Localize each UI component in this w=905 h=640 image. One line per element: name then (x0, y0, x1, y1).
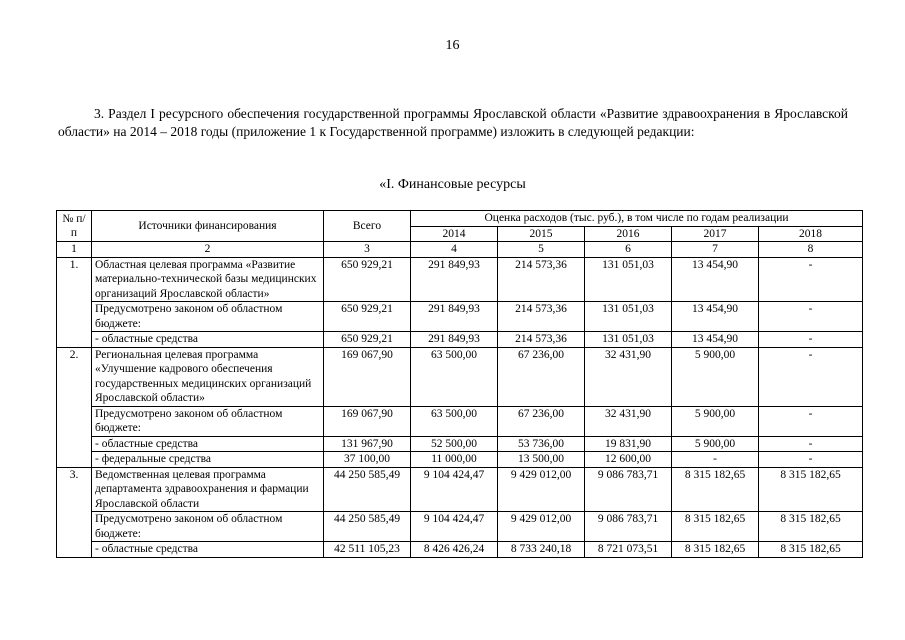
header-year: 2018 (759, 226, 863, 242)
year-value-2015: 214 573,36 (498, 332, 585, 348)
year-value-2017: 5 900,00 (672, 436, 759, 452)
total-value: 44 250 585,49 (324, 512, 411, 542)
column-index: 6 (585, 242, 672, 258)
column-index: 4 (411, 242, 498, 258)
year-value-2014: 291 849,93 (411, 302, 498, 332)
funding-source: - областные средства (92, 332, 324, 348)
year-value-2018: - (759, 257, 863, 302)
funding-source: Предусмотрено законом об областном бюджете: (92, 302, 324, 332)
total-value: 169 067,90 (324, 347, 411, 406)
table-row (57, 332, 863, 348)
year-value-2018: - (759, 332, 863, 348)
year-value-2017: 5 900,00 (672, 406, 759, 436)
year-value-2017: 13 454,90 (672, 332, 759, 348)
year-value-2015: 13 500,00 (498, 452, 585, 468)
year-value-2015: 67 236,00 (498, 406, 585, 436)
year-value-2014: 9 104 424,47 (411, 512, 498, 542)
funding-source: - федеральные средства (92, 452, 324, 468)
year-value-2015: 8 733 240,18 (498, 542, 585, 558)
total-value: 37 100,00 (324, 452, 411, 468)
column-index: 5 (498, 242, 585, 258)
year-value-2015: 53 736,00 (498, 436, 585, 452)
year-value-2018: 8 315 182,65 (759, 542, 863, 558)
header-year: 2015 (498, 226, 585, 242)
year-value-2017: 8 315 182,65 (672, 512, 759, 542)
header-estimate: Оценка расходов (тыс. руб.), в том числе по годам реализации (411, 211, 863, 227)
total-value: 44 250 585,49 (324, 467, 411, 512)
funding-source: Региональная целевая программа «Улучшение кадрового обеспечения государственных медицинских организаций Ярославской области» (92, 347, 324, 406)
row-number: 2. (57, 347, 92, 467)
year-value-2014: 9 104 424,47 (411, 467, 498, 512)
table-row (57, 452, 863, 468)
year-value-2016: 131 051,03 (585, 302, 672, 332)
year-value-2017: 8 315 182,65 (672, 467, 759, 512)
table-row (57, 467, 863, 512)
total-value: 169 067,90 (324, 406, 411, 436)
column-index: 7 (672, 242, 759, 258)
funding-source: Предусмотрено законом об областном бюджете: (92, 512, 324, 542)
year-value-2015: 9 429 012,00 (498, 512, 585, 542)
header-year: 2014 (411, 226, 498, 242)
header-year: 2017 (672, 226, 759, 242)
year-value-2018: - (759, 302, 863, 332)
header-num: № п/п (57, 211, 92, 242)
table-row (57, 512, 863, 542)
column-index: 8 (759, 242, 863, 258)
header-year: 2016 (585, 226, 672, 242)
year-value-2016: 19 831,90 (585, 436, 672, 452)
row-number: 3. (57, 467, 92, 557)
total-value: 131 967,90 (324, 436, 411, 452)
table-row (57, 302, 863, 332)
year-value-2017: 13 454,90 (672, 257, 759, 302)
year-value-2014: 291 849,93 (411, 257, 498, 302)
funding-source: Предусмотрено законом об областном бюджете: (92, 406, 324, 436)
year-value-2014: 11 000,00 (411, 452, 498, 468)
year-value-2014: 63 500,00 (411, 347, 498, 406)
funding-source: - областные средства (92, 542, 324, 558)
year-value-2016: 9 086 783,71 (585, 512, 672, 542)
row-number: 1. (57, 257, 92, 347)
year-value-2018: 8 315 182,65 (759, 512, 863, 542)
year-value-2014: 8 426 426,24 (411, 542, 498, 558)
column-index-row (57, 242, 863, 258)
year-value-2015: 214 573,36 (498, 302, 585, 332)
column-index: 3 (324, 242, 411, 258)
year-value-2018: - (759, 406, 863, 436)
total-value: 650 929,21 (324, 257, 411, 302)
year-value-2017: 13 454,90 (672, 302, 759, 332)
table-row (57, 406, 863, 436)
funding-source: Ведомственная целевая программа департамента здравоохранения и фармации Ярославской области (92, 467, 324, 512)
table-row (57, 436, 863, 452)
page-number: 16 (445, 38, 460, 53)
header-total: Всего (324, 211, 411, 242)
year-value-2016: 9 086 783,71 (585, 467, 672, 512)
year-value-2015: 67 236,00 (498, 347, 585, 406)
table-row (57, 542, 863, 558)
total-value: 650 929,21 (324, 332, 411, 348)
year-value-2015: 9 429 012,00 (498, 467, 585, 512)
funding-source: Областная целевая программа «Развитие материально-технической базы медицинских организаций Ярославской области» (92, 257, 324, 302)
total-value: 42 511 105,23 (324, 542, 411, 558)
table-row (57, 257, 863, 302)
funding-source: - областные средства (92, 436, 324, 452)
year-value-2016: 12 600,00 (585, 452, 672, 468)
financial-resources-table (56, 210, 863, 558)
year-value-2018: - (759, 436, 863, 452)
year-value-2017: 8 315 182,65 (672, 542, 759, 558)
year-value-2017: 5 900,00 (672, 347, 759, 406)
table-body (57, 257, 863, 557)
year-value-2016: 32 431,90 (585, 406, 672, 436)
table-row (57, 347, 863, 406)
year-value-2015: 214 573,36 (498, 257, 585, 302)
year-value-2017: - (672, 452, 759, 468)
column-index: 1 (57, 242, 92, 258)
section-title: «I. Финансовые ресурсы (379, 177, 526, 192)
year-value-2014: 63 500,00 (411, 406, 498, 436)
year-value-2016: 32 431,90 (585, 347, 672, 406)
total-value: 650 929,21 (324, 302, 411, 332)
intro-paragraph: 3. Раздел I ресурсного обеспечения государственной программы Ярославской области «Развитие здравоохранения в Ярославской области» на 2014 – 2018 годы (приложение 1 к Государственной программе) изложить в следующей редакции: (58, 106, 848, 139)
year-value-2016: 8 721 073,51 (585, 542, 672, 558)
year-value-2014: 52 500,00 (411, 436, 498, 452)
year-value-2016: 131 051,03 (585, 257, 672, 302)
year-value-2018: - (759, 347, 863, 406)
header-source: Источники финансирования (92, 211, 324, 242)
column-index: 2 (92, 242, 324, 258)
year-value-2014: 291 849,93 (411, 332, 498, 348)
year-value-2016: 131 051,03 (585, 332, 672, 348)
year-value-2018: - (759, 452, 863, 468)
year-value-2018: 8 315 182,65 (759, 467, 863, 512)
